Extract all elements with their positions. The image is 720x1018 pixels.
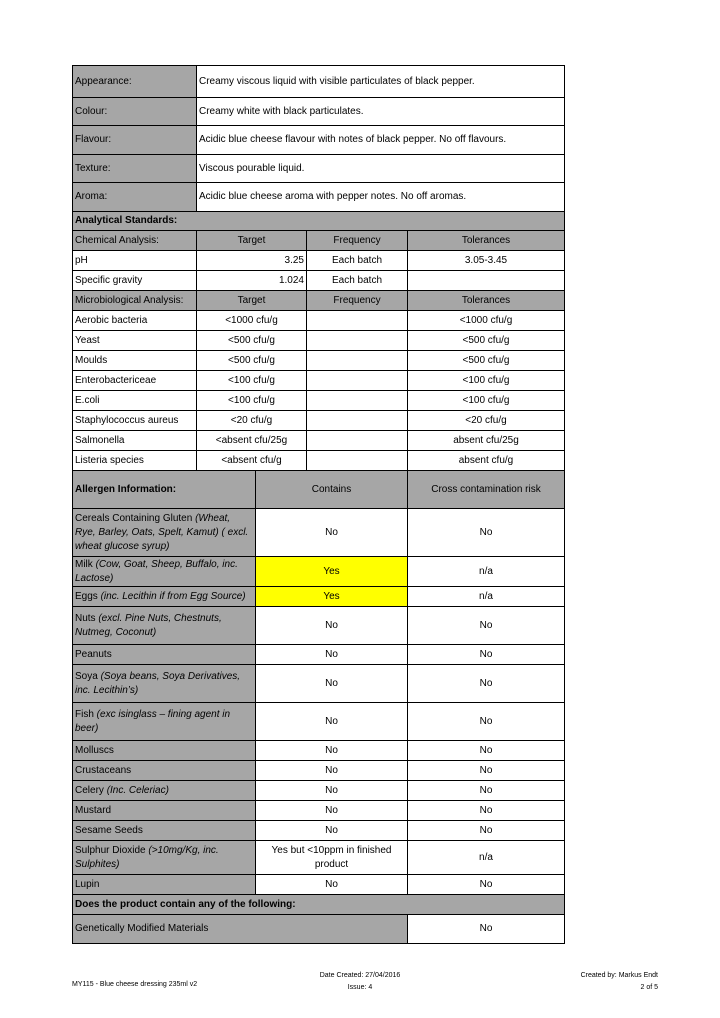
allergen-name: Sulphur Dioxide	[75, 844, 149, 856]
analysis-target: <1000 cfu/g	[197, 311, 307, 331]
allergen-row	[73, 509, 565, 557]
analysis-frequency	[307, 311, 408, 331]
analysis-target: <500 cfu/g	[197, 331, 307, 351]
allergen-name-cell	[73, 509, 256, 557]
gmo-value: No	[408, 915, 565, 944]
micro-analysis-row	[73, 451, 565, 471]
allergen-contains: No	[256, 665, 408, 703]
analysis-target: 1.024	[197, 271, 307, 291]
spec-label: Colour:	[73, 98, 197, 126]
allergen-contains: No	[256, 875, 408, 895]
spec-row	[73, 98, 565, 126]
allergen-name-cell	[73, 665, 256, 703]
allergen-name-cell	[73, 821, 256, 841]
allergen-name: Lupin	[75, 878, 100, 890]
spec-value: Creamy viscous liquid with visible particulates of black pepper.	[197, 66, 565, 98]
spec-row	[73, 155, 565, 183]
allergen-contains: Yes	[256, 557, 408, 587]
analysis-name: Staphylococcus aureus	[73, 411, 197, 431]
allergen-cross-contamination: No	[408, 761, 565, 781]
micro-analysis-row	[73, 371, 565, 391]
allergen-contains: No	[256, 509, 408, 557]
analysis-target: <20 cfu/g	[197, 411, 307, 431]
allergen-header-contains: Contains	[256, 471, 408, 509]
allergen-row	[73, 781, 565, 801]
allergen-cross-contamination: No	[408, 821, 565, 841]
analysis-tolerances: absent cfu/g	[408, 451, 565, 471]
allergen-header-row	[73, 471, 565, 509]
allergen-note: (Inc. Celeriac)	[106, 784, 169, 796]
analysis-tolerances: <100 cfu/g	[408, 371, 565, 391]
analysis-tolerances	[408, 271, 565, 291]
analysis-frequency	[307, 371, 408, 391]
allergen-row	[73, 841, 565, 875]
allergen-name-cell	[73, 875, 256, 895]
allergen-name-cell	[73, 741, 256, 761]
allergen-contains: No	[256, 607, 408, 645]
allergen-header-label: Allergen Information:	[73, 471, 256, 509]
footer-created-by: Created by: Markus Endt	[580, 972, 658, 979]
allergen-note: (excl. Pine Nuts, Chestnuts, Nutmeg, Coconut)	[75, 612, 222, 638]
allergen-cross-contamination: n/a	[408, 587, 565, 607]
gmo-label: Genetically Modified Materials	[73, 915, 408, 944]
allergen-contains: No	[256, 741, 408, 761]
allergen-name: Sesame Seeds	[75, 824, 143, 836]
specification-body	[73, 66, 565, 944]
allergen-row	[73, 821, 565, 841]
allergen-contains: Yes	[256, 587, 408, 607]
allergen-name-cell	[73, 761, 256, 781]
allergen-name-cell	[73, 801, 256, 821]
allergen-name-cell	[73, 587, 256, 607]
allergen-contains: No	[256, 801, 408, 821]
allergen-name: Soya	[75, 670, 101, 682]
footer-date-created: Date Created: 27/04/2016	[319, 972, 401, 979]
chemical-header-tolerances: Tolerances	[408, 231, 565, 251]
specification-sheet	[72, 65, 564, 944]
allergen-cross-contamination: No	[408, 801, 565, 821]
analysis-tolerances: <100 cfu/g	[408, 391, 565, 411]
allergen-name: Molluscs	[75, 744, 114, 756]
allergen-name-cell	[73, 841, 256, 875]
allergen-header-cross: Cross contamination risk	[408, 471, 565, 509]
allergen-name: Crustaceans	[75, 764, 132, 776]
analysis-name: Specific gravity	[73, 271, 197, 291]
analysis-frequency: Each batch	[307, 271, 408, 291]
analysis-name: Enterobactericeae	[73, 371, 197, 391]
allergen-contains: No	[256, 645, 408, 665]
allergen-name-cell	[73, 645, 256, 665]
analysis-frequency	[307, 451, 408, 471]
allergen-row	[73, 557, 565, 587]
allergen-name: Celery	[75, 784, 107, 796]
allergen-row	[73, 741, 565, 761]
analysis-name: Salmonella	[73, 431, 197, 451]
analysis-name: pH	[73, 251, 197, 271]
analysis-frequency	[307, 391, 408, 411]
gmo-row	[73, 915, 565, 944]
allergen-name-cell	[73, 781, 256, 801]
spec-row	[73, 126, 565, 155]
analytical-title: Analytical Standards:	[73, 212, 565, 231]
allergen-name: Mustard	[75, 804, 112, 816]
allergen-cross-contamination: No	[408, 781, 565, 801]
analysis-name: Aerobic bacteria	[73, 311, 197, 331]
allergen-name: Cereals Containing Gluten	[75, 512, 196, 524]
micro-analysis-row	[73, 351, 565, 371]
allergen-name-cell	[73, 703, 256, 741]
allergen-note: (Soya beans, Soya Derivatives, inc. Lecithin’s)	[75, 670, 241, 696]
allergen-row	[73, 665, 565, 703]
micro-header-target: Target	[197, 291, 307, 311]
allergen-contains: Yes but <10ppm in finished product	[256, 841, 408, 875]
micro-header-row	[73, 291, 565, 311]
allergen-name: Nuts	[75, 612, 99, 624]
analysis-tolerances: <500 cfu/g	[408, 351, 565, 371]
specification-table	[72, 65, 565, 944]
allergen-row	[73, 645, 565, 665]
allergen-contains: No	[256, 761, 408, 781]
allergen-name: Peanuts	[75, 648, 112, 660]
analysis-target: <absent cfu/g	[197, 451, 307, 471]
allergen-name: Eggs	[75, 590, 101, 602]
allergen-cross-contamination: n/a	[408, 557, 565, 587]
micro-analysis-row	[73, 431, 565, 451]
analysis-target: <500 cfu/g	[197, 351, 307, 371]
allergen-note: (exc isinglass – fining agent in beer)	[75, 708, 231, 734]
allergen-name-cell	[73, 557, 256, 587]
analysis-frequency: Each batch	[307, 251, 408, 271]
allergen-row	[73, 703, 565, 741]
allergen-note: (Cow, Goat, Sheep, Buffalo, inc. Lactose)	[75, 558, 238, 584]
allergen-contains: No	[256, 703, 408, 741]
allergen-cross-contamination: n/a	[408, 841, 565, 875]
allergen-cross-contamination: No	[408, 741, 565, 761]
chemical-header-label: Chemical Analysis:	[73, 231, 197, 251]
micro-analysis-row	[73, 331, 565, 351]
chemical-analysis-row	[73, 271, 565, 291]
gmo-title-row	[73, 895, 565, 915]
chemical-header-row	[73, 231, 565, 251]
analysis-target: 3.25	[197, 251, 307, 271]
analytical-title-row	[73, 212, 565, 231]
allergen-name-cell	[73, 607, 256, 645]
allergen-row	[73, 587, 565, 607]
gmo-title: Does the product contain any of the following:	[73, 895, 565, 915]
allergen-row	[73, 801, 565, 821]
allergen-name: Fish	[75, 708, 97, 720]
spec-label: Aroma:	[73, 183, 197, 212]
allergen-cross-contamination: No	[408, 645, 565, 665]
analysis-frequency	[307, 411, 408, 431]
chemical-header-frequency: Frequency	[307, 231, 408, 251]
spec-value: Acidic blue cheese flavour with notes of black pepper. No off flavours.	[197, 126, 565, 155]
spec-label: Appearance:	[73, 66, 197, 98]
spec-label: Flavour:	[73, 126, 197, 155]
analysis-tolerances: <1000 cfu/g	[408, 311, 565, 331]
analysis-target: <absent cfu/25g	[197, 431, 307, 451]
spec-value: Acidic blue cheese aroma with pepper notes. No off aromas.	[197, 183, 565, 212]
spec-row	[73, 66, 565, 98]
allergen-cross-contamination: No	[408, 703, 565, 741]
footer-page-number: 2 of 5	[640, 984, 658, 991]
allergen-name: Milk	[75, 558, 96, 570]
micro-analysis-row	[73, 311, 565, 331]
analysis-name: E.coli	[73, 391, 197, 411]
analysis-tolerances: absent cfu/25g	[408, 431, 565, 451]
micro-header-frequency: Frequency	[307, 291, 408, 311]
analysis-target: <100 cfu/g	[197, 371, 307, 391]
allergen-cross-contamination: No	[408, 509, 565, 557]
chemical-analysis-row	[73, 251, 565, 271]
analysis-name: Yeast	[73, 331, 197, 351]
spec-value: Creamy white with black particulates.	[197, 98, 565, 126]
footer-issue: Issue: 4	[347, 984, 373, 991]
allergen-note: (Wheat, Rye, Barley, Oats, Spelt, Kamut) ( excl. wheat glucose syrup)	[75, 512, 249, 552]
spec-label: Texture:	[73, 155, 197, 183]
spec-value: Viscous pourable liquid.	[197, 155, 565, 183]
analysis-name: Listeria species	[73, 451, 197, 471]
analysis-frequency	[307, 351, 408, 371]
allergen-row	[73, 875, 565, 895]
micro-analysis-row	[73, 391, 565, 411]
chemical-header-target: Target	[197, 231, 307, 251]
allergen-cross-contamination: No	[408, 875, 565, 895]
allergen-cross-contamination: No	[408, 665, 565, 703]
allergen-note: (inc. Lecithin if from Egg Source)	[100, 590, 246, 602]
allergen-contains: No	[256, 821, 408, 841]
allergen-row	[73, 761, 565, 781]
allergen-cross-contamination: No	[408, 607, 565, 645]
micro-header-tolerances: Tolerances	[408, 291, 565, 311]
footer-document-name: MY115 - Blue cheese dressing 235ml v2	[72, 981, 198, 988]
analysis-name: Moulds	[73, 351, 197, 371]
analysis-tolerances: <20 cfu/g	[408, 411, 565, 431]
analysis-frequency	[307, 331, 408, 351]
allergen-note: (>10mg/Kg, inc. Sulphites)	[75, 844, 219, 870]
analysis-tolerances: 3.05-3.45	[408, 251, 565, 271]
analysis-frequency	[307, 431, 408, 451]
analysis-tolerances: <500 cfu/g	[408, 331, 565, 351]
allergen-contains: No	[256, 781, 408, 801]
allergen-row	[73, 607, 565, 645]
spec-row	[73, 183, 565, 212]
micro-header-label: Microbiological Analysis:	[73, 291, 197, 311]
analysis-target: <100 cfu/g	[197, 391, 307, 411]
micro-analysis-row	[73, 411, 565, 431]
